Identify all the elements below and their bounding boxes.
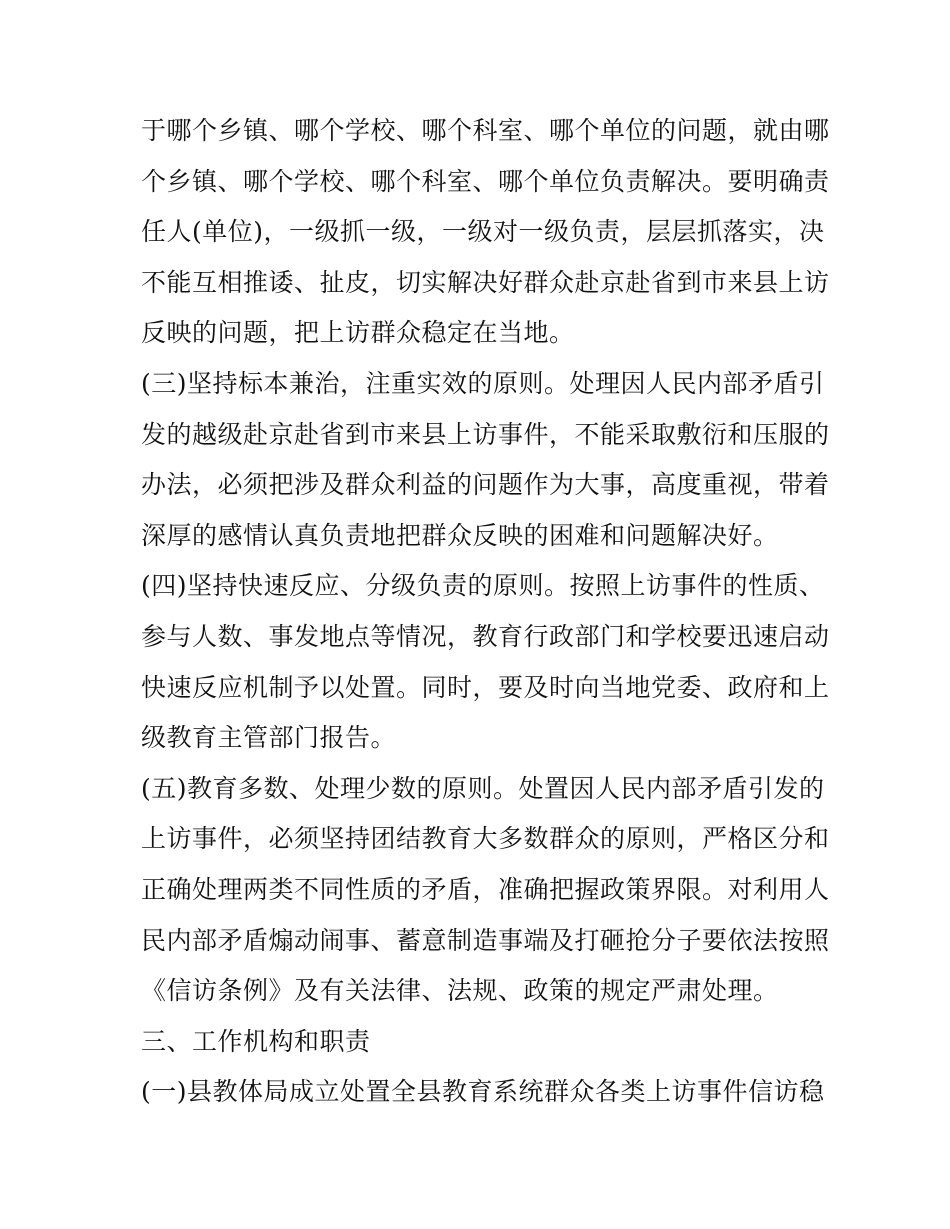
text-line: 不能互相推诿、扯皮，切实解决好群众赴京赴省到市来县上访 xyxy=(141,267,830,297)
body-text xyxy=(141,106,830,1118)
text-line: 快速反应机制予以处置。同时，要及时向当地党委、政府和上 xyxy=(141,672,830,702)
section-heading-5: (五)教育多数、处理少数的原则。处置因人民内部矛盾引发的 xyxy=(141,773,825,803)
text-line: 级教育主管部门报告。 xyxy=(141,723,397,753)
text-line: 参与人数、事发地点等情况，教育行政部门和学校要迅速启动 xyxy=(141,621,830,651)
text-line: 民内部矛盾煽动闹事、蓄意制造事端及打砸抢分子要依法按照 xyxy=(141,925,830,955)
text-line: 发的越级赴京赴省到市来县上访事件，不能采取敷衍和压服的 xyxy=(141,419,830,449)
text-line: 于哪个乡镇、哪个学校、哪个科室、哪个单位的问题，就由哪 xyxy=(141,116,830,145)
text-line: 深厚的感情认真负责地把群众反映的困难和问题解决好。 xyxy=(141,520,779,550)
text-line: 正确处理两类不同性质的矛盾，准确把握政策界限。对利用人 xyxy=(141,874,830,904)
section-heading-4: (四)坚持快速反应、分级负责的原则。按照上访事件的性质、 xyxy=(141,571,825,601)
text-line: 个乡镇、哪个学校、哪个科室、哪个单位负责解决。要明确责 xyxy=(141,166,830,196)
text-line: 上访事件，必须坚持团结教育大多数群众的原则，严格区分和 xyxy=(141,824,830,854)
text-line: 任人(单位)，一级抓一级，一级对一级负责，层层抓落实，决 xyxy=(141,217,825,247)
section-heading-3: (三)坚持标本兼治，注重实效的原则。处理因人民内部矛盾引 xyxy=(141,368,825,398)
text-line: 《信访条例》及有关法律、法规、政策的规定严肃处理。 xyxy=(141,976,779,1006)
text-line: (一)县教体局成立处置全县教育系统群众各类上访事件信访稳 xyxy=(141,1077,825,1107)
text-line: 反映的问题，把上访群众稳定在当地。 xyxy=(141,318,575,348)
text-line: 办法，必须把涉及群众利益的问题作为大事，高度重视，带着 xyxy=(141,470,830,500)
chapter-heading: 三、工作机构和职责 xyxy=(141,1026,371,1056)
